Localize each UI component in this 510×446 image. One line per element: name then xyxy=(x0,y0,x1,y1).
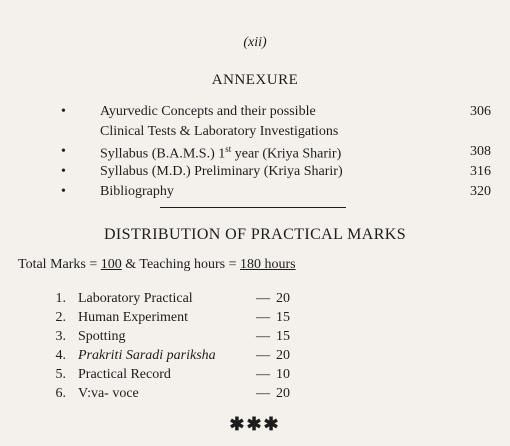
item-label: Spotting xyxy=(78,329,126,344)
item-marks: 15 xyxy=(276,329,290,344)
total-marks-value: 100 xyxy=(100,257,122,272)
page-number: (xii) xyxy=(243,35,267,50)
list-item xyxy=(0,310,510,330)
item-number: 1. xyxy=(55,291,66,306)
list-item xyxy=(0,386,510,406)
item-dash: — xyxy=(256,386,270,401)
list-item xyxy=(0,367,510,387)
item-label: Human Experiment xyxy=(78,310,189,325)
item-marks: 20 xyxy=(276,386,290,401)
item-number: 2. xyxy=(55,310,66,325)
item-number: 3. xyxy=(55,329,66,344)
toc-item-title-line-2: Clinical Tests & Laboratory Investigations xyxy=(100,124,339,139)
item-marks: 20 xyxy=(276,291,290,306)
bullet-icon: • xyxy=(61,164,66,179)
item-label: Prakriti Saradi pariksha xyxy=(78,348,216,363)
list-item xyxy=(0,291,510,311)
item-marks: 10 xyxy=(276,367,290,382)
teaching-hours-label: Teaching hours = xyxy=(139,257,237,272)
toc-item-title-line-1: Ayurvedic Concepts and their possible xyxy=(100,104,316,119)
item-number: 4. xyxy=(55,348,66,363)
item-label: V:va- voce xyxy=(78,386,139,401)
toc-item-title: Bibliography xyxy=(100,184,174,199)
total-marks-label: Total Marks = xyxy=(18,257,98,272)
annexure-heading: ANNEXURE xyxy=(211,72,299,88)
item-label: Laboratory Practical xyxy=(78,291,193,306)
toc-item-page: 320 xyxy=(470,184,491,199)
item-dash: — xyxy=(256,329,270,344)
toc-item-title: Syllabus (B.A.M.S.) 1st year (Kriya Sharir) xyxy=(100,144,342,162)
bullet-icon: • xyxy=(61,184,66,199)
list-item xyxy=(0,329,510,349)
item-dash: — xyxy=(256,291,270,306)
bullet-icon: • xyxy=(61,104,66,119)
teaching-hours-value: 180 hours xyxy=(240,257,296,272)
section-divider xyxy=(160,207,346,208)
end-stars-icon: ✱✱✱ xyxy=(229,414,281,434)
item-dash: — xyxy=(256,348,270,363)
toc-item-page: 306 xyxy=(470,104,491,119)
totals-line xyxy=(18,257,296,273)
item-dash: — xyxy=(256,310,270,325)
toc-item-page: 308 xyxy=(470,144,491,159)
item-number: 5. xyxy=(55,367,66,382)
list-item xyxy=(0,348,510,368)
toc-item-page: 316 xyxy=(470,164,491,179)
toc-item-title: Syllabus (M.D.) Preliminary (Kriya Sharir) xyxy=(100,164,343,179)
item-dash: — xyxy=(256,367,270,382)
distribution-heading: DISTRIBUTION OF PRACTICAL MARKS xyxy=(103,226,407,243)
separator: & xyxy=(125,257,137,272)
bullet-icon: • xyxy=(61,144,66,159)
item-number: 6. xyxy=(55,386,66,401)
item-marks: 15 xyxy=(276,310,290,325)
item-label: Practical Record xyxy=(78,367,171,382)
item-marks: 20 xyxy=(276,348,290,363)
